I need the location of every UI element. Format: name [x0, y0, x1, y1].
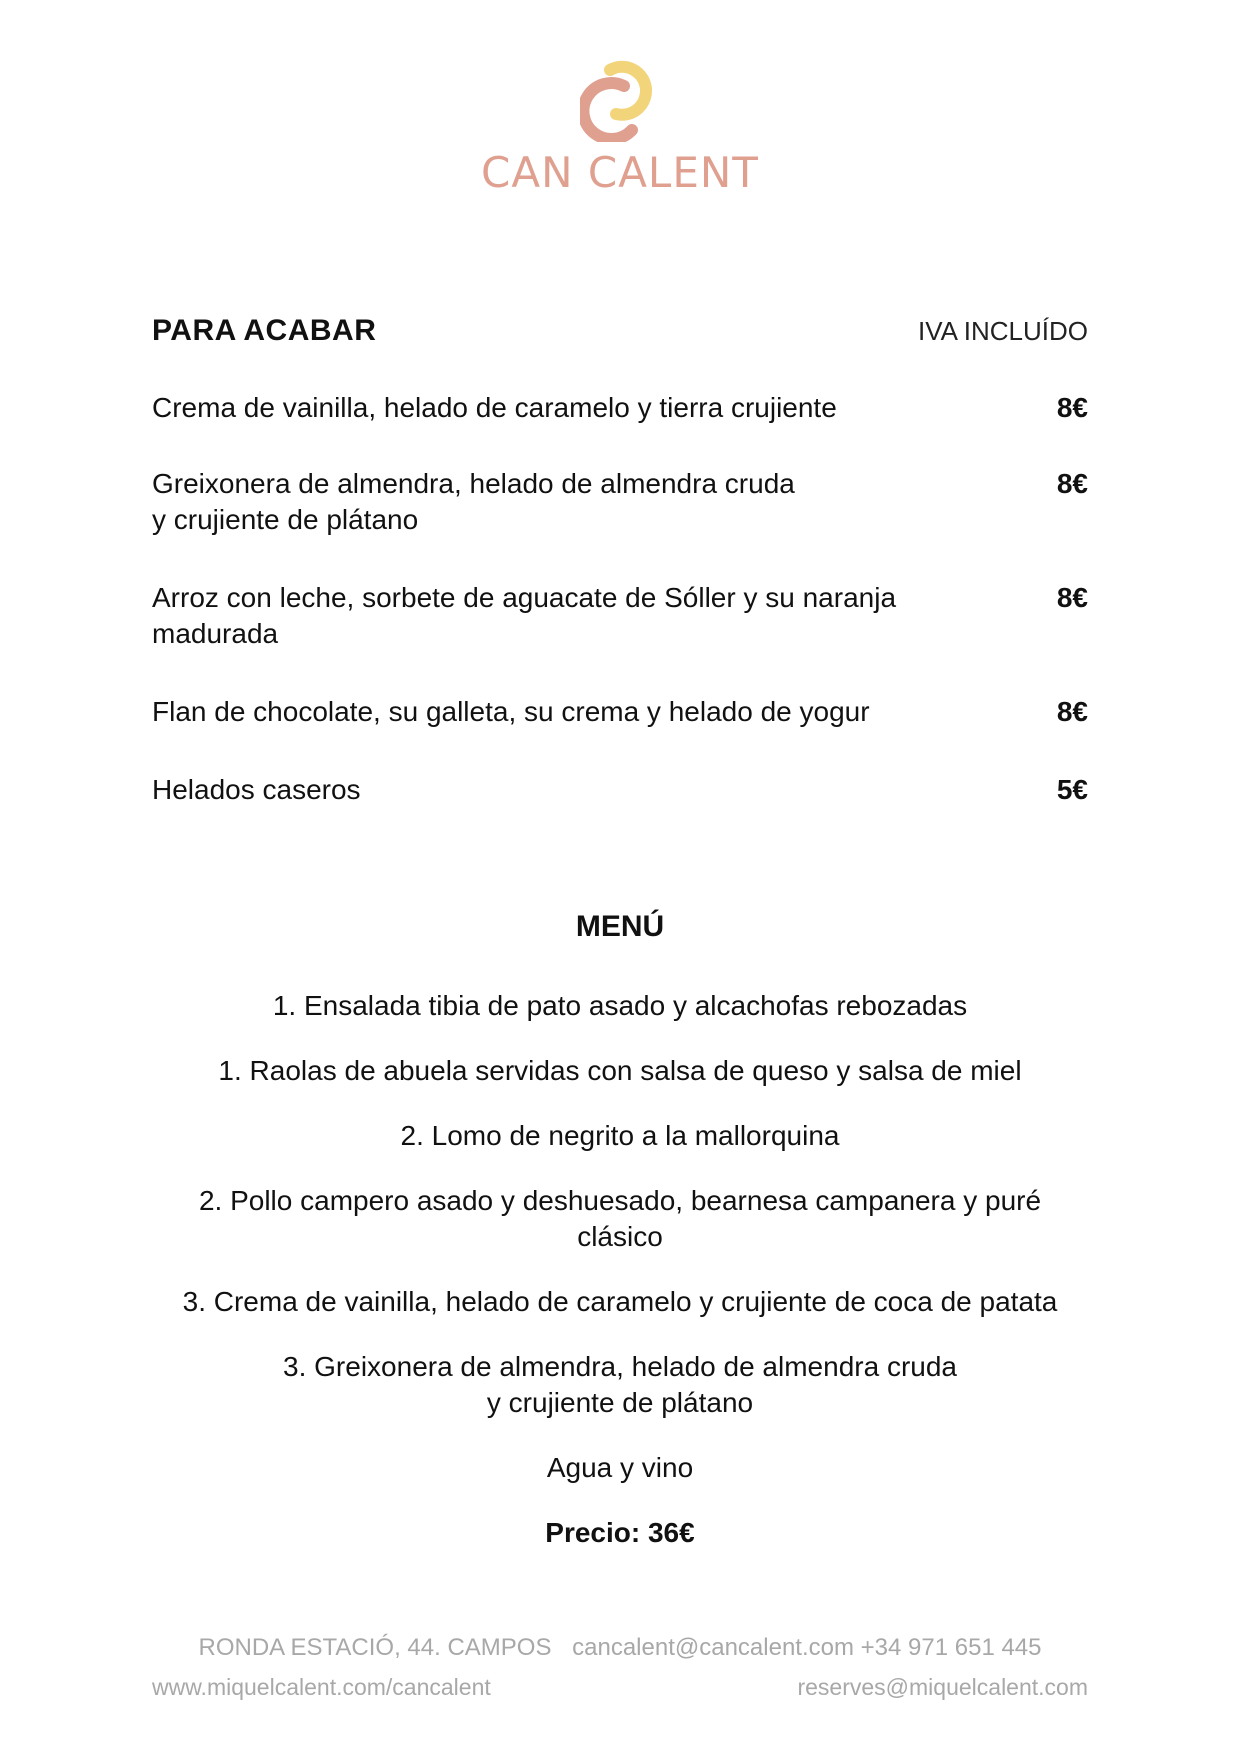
dessert-description [152, 580, 972, 652]
dessert-price: 8€ [1056, 696, 1088, 727]
dessert-line: Arroz con leche, sorbete de aguacate de Sóller y su naranja [152, 582, 897, 613]
dessert-line: Helados caseros [152, 774, 361, 805]
brand-name: CAN CALENT [481, 148, 759, 197]
menu-line: y crujiente de plátano [486, 1387, 754, 1418]
menu-item [0, 1349, 1240, 1421]
dessert-line: y crujiente de plátano [152, 504, 419, 535]
tax-note: IVA INCLUÍDO [917, 316, 1088, 346]
menu-item [0, 1183, 1240, 1255]
dessert-line: Crema de vainilla, helado de caramelo y tierra crujiente [152, 392, 837, 423]
dessert-description [152, 390, 972, 426]
menu-item [0, 1118, 1240, 1154]
footer-links [152, 1674, 1088, 1701]
dessert-description [152, 694, 972, 730]
footer-website-link[interactable]: www.miquelcalent.com/cancalent [152, 1674, 491, 1700]
brand-logo [0, 56, 1240, 197]
dessert-item [152, 580, 1088, 652]
dessert-item [152, 466, 1088, 538]
menu-line: Agua y vino [546, 1452, 694, 1483]
menu-item [0, 988, 1240, 1024]
menu-line: 2. Lomo de negrito a la mallorquina [400, 1120, 840, 1151]
dessert-price: 8€ [1056, 392, 1088, 423]
footer-phone[interactable]: +34 971 651 445 [860, 1634, 1042, 1661]
menu-line: clásico [577, 1221, 663, 1252]
dessert-list [152, 390, 1088, 850]
menu-line: 1. Raolas de abuela servidas con salsa de queso y salsa de miel [218, 1055, 1022, 1086]
menu-title: MENÚ [575, 910, 665, 943]
menu-item [0, 1284, 1240, 1320]
footer-contact [0, 1634, 1240, 1662]
dessert-item [152, 694, 1088, 730]
dessert-description [152, 466, 972, 538]
menu-item [0, 1053, 1240, 1089]
menu-line: 3. Greixonera de almendra, helado de almendra cruda [283, 1351, 957, 1382]
dessert-price: 5€ [1056, 774, 1088, 805]
dessert-line: Greixonera de almendra, helado de almendra cruda [152, 468, 795, 499]
dessert-description [152, 772, 972, 808]
menu-price: Precio: 36€ [545, 1517, 695, 1548]
dessert-item [152, 390, 1088, 426]
can-calent-logo-icon [580, 56, 660, 142]
footer-address: RONDA ESTACIÓ, 44. CAMPOS [198, 1634, 552, 1661]
menu-item [0, 1450, 1240, 1486]
menu-list [0, 988, 1240, 1551]
footer-reservations-email[interactable]: reserves@miquelcalent.com [797, 1674, 1088, 1700]
dessert-item [152, 772, 1088, 808]
section-title: PARA ACABAR [152, 314, 377, 347]
dessert-line: madurada [152, 618, 279, 649]
footer-email[interactable]: cancalent@cancalent.com [572, 1634, 854, 1661]
menu-line: 1. Ensalada tibia de pato asado y alcachofas rebozadas [272, 990, 968, 1021]
dessert-price: 8€ [1056, 468, 1088, 499]
dessert-line: Flan de chocolate, su galleta, su crema y helado de yogur [152, 696, 870, 727]
menu-line: 2. Pollo campero asado y deshuesado, bearnesa campanera y puré [198, 1185, 1042, 1216]
desserts-header [152, 314, 1088, 348]
dessert-price: 8€ [1056, 582, 1088, 613]
menu-line: 3. Crema de vainilla, helado de caramelo y crujiente de coca de patata [182, 1286, 1058, 1317]
